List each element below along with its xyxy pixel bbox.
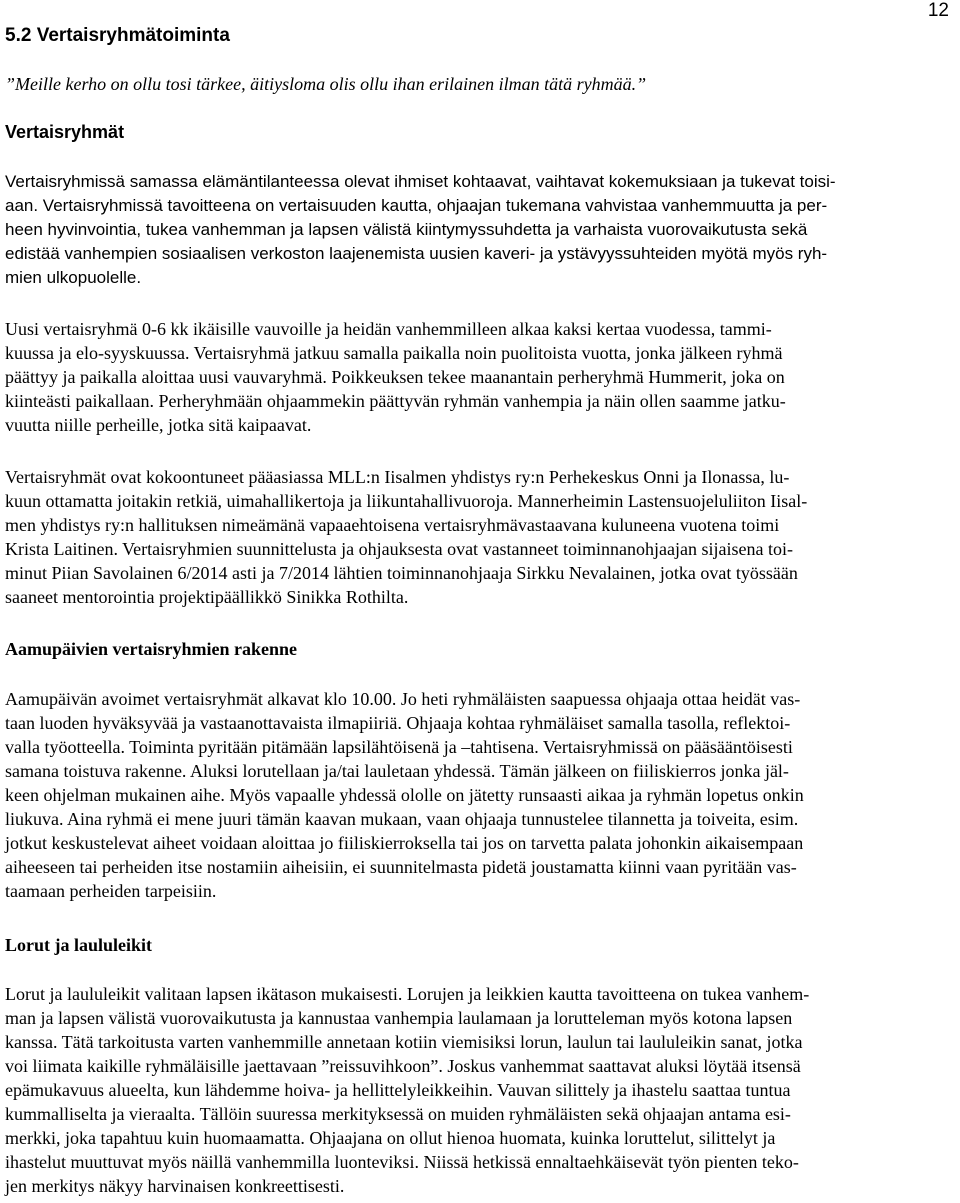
paragraph-line: heen hyvinvointia, tukea vanhemman ja lapsen välistä kiintymyssuhdetta ja varhaista vuorovaikutusta sekä bbox=[5, 220, 808, 239]
paragraph-line: Lorut ja laululeikit valitaan lapsen ikätason mukaisesti. Lorujen ja leikkien kautta tavoitteena on tukea vanhem- bbox=[5, 984, 810, 1004]
paragraph-line: men yhdistys ry:n hallituksen nimeämänä vapaaehtoisena vertaisryhmävastaavana kuluneena vuotena toimi bbox=[5, 515, 780, 535]
paragraph-uusi-vertaisryhma bbox=[5, 317, 949, 437]
paragraph-line: Vertaisryhmissä samassa elämäntilanteessa olevat ihmiset kohtaavat, vaihtavat kokemuksiaan ja tukevat toisi- bbox=[5, 172, 836, 191]
paragraph-line: merkki, joka tapahtuu kuin huomaamatta. Ohjaajana on ollut hienoa huomata, kuinka loruttelut, silittelyt ja bbox=[5, 1128, 776, 1148]
paragraph-line: mien ulkopuolelle. bbox=[5, 268, 142, 287]
paragraph-line: Vertaisryhmät ovat kokoontuneet pääasiassa MLL:n Iisalmen yhdistys ry:n Perhekeskus Onni ja Ilonassa, lu- bbox=[5, 467, 790, 487]
paragraph-lorut-ja-laululeikit bbox=[5, 982, 949, 1198]
heading-aamupaivien-rakenne: Aamupäivien vertaisryhmien rakenne bbox=[5, 639, 297, 659]
paragraph-line: liukuva. Aina ryhmä ei mene juuri tämän kaavan mukaan, vaan ohjaaja tunnustelee tilannetta ja toiveita, esim. bbox=[5, 809, 799, 829]
section-title: 5.2 Vertaisryhmätoiminta bbox=[5, 25, 230, 46]
paragraph-line: päättyy ja paikalla aloittaa uusi vauvaryhmä. Poikkeuksen tekee maanantain perheryhmä Hummerit, joka on bbox=[5, 367, 785, 387]
paragraph-line: Krista Laitinen. Vertaisryhmien suunnittelusta ja ohjauksesta ovat vastanneet toiminnanohjaajan sijaisena toi- bbox=[5, 539, 793, 559]
paragraph-line: kanssa. Tätä tarkoitusta varten vanhemmille annetaan kotiin viemisiksi lorun, laulun tai laululeikin sanat, jotka bbox=[5, 1032, 803, 1052]
paragraph-line: minut Piian Savolainen 6/2014 asti ja 7/2014 lähtien toiminnanohjaaja Sirkku Nevalainen, jotka ovat työssään bbox=[5, 563, 798, 583]
paragraph-line: kiinteästi paikallaan. Perheryhmään ohjaammekin päättyvän ryhmän vanhempia ja näin ollen saamme jatku- bbox=[5, 391, 786, 411]
paragraph-line: voi liimata kaikille ryhmäläisille jaettavaan ”reissuvihkoon”. Joskus vanhemmat saattavat aluksi löytää itsensä bbox=[5, 1056, 801, 1076]
paragraph-line: man ja lapsen välistä vuorovaikutusta ja kannustaa vanhempia laulamaan ja lorutteleman myös kotona lapsen bbox=[5, 1008, 793, 1028]
paragraph-line: Uusi vertaisryhmä 0-6 kk ikäisille vauvoille ja heidän vanhemmilleen alkaa kaksi kertaa vuodessa, tammi- bbox=[5, 319, 772, 339]
paragraph-line: taan luoden hyväksyvää ja vastaanottavaista ilmapiiriä. Ohjaaja kohtaa ryhmäläiset samalla tasolla, reflektoi- bbox=[5, 713, 791, 733]
paragraph-line: kuun ottamatta joitakin retkiä, uimahallikertoja ja liikuntahallivuoroja. Mannerheimin Lastensuojeluliiton Iisal- bbox=[5, 491, 808, 511]
paragraph-line: epämukavuus alueelta, kun lähdemme hoiva- ja hellittelyleikkeihin. Vauvan silittely ja ihastelu saattaa tuntua bbox=[5, 1080, 791, 1100]
paragraph-line: Aamupäivän avoimet vertaisryhmät alkavat klo 10.00. Jo heti ryhmäläisten saapuessa ohjaaja ottaa heidät vas- bbox=[5, 689, 801, 709]
paragraph-line: saaneet mentorointia projektipäällikkö Sinikka Rothilta. bbox=[5, 587, 409, 607]
heading-lorut-ja-laululeikit: Lorut ja laululeikit bbox=[5, 935, 153, 955]
paragraph-line: kummalliselta ja vieraalta. Tällöin suuressa merkityksessä on muiden ryhmäläisten sekä ohjaajan antama esi- bbox=[5, 1104, 791, 1124]
intro-quote: ”Meille kerho on ollu tosi tärkee, äitiysloma olis ollu ihan erilainen ilman tätä ryhmää.” bbox=[5, 74, 647, 94]
paragraph-line: aiheeseen tai perheiden itse nostamiin aiheisiin, ei suunnitelmasta pidetä joustamatta kiinni vaan pyritään vas- bbox=[5, 857, 797, 877]
paragraph-line: valla työotteella. Toiminta pyritään pitämään lapsilähtöisenä ja –tahtisena. Vertaisryhmissä on pääsääntöisesti bbox=[5, 737, 793, 757]
paragraph-line: taamaan perheiden tarpeisiin. bbox=[5, 881, 217, 901]
paragraph-line: kuussa ja elo-syyskuussa. Vertaisryhmä jatkuu samalla paikalla noin puolitoista vuotta, jonka jälkeen ryhmä bbox=[5, 343, 783, 363]
page-number: 12 bbox=[927, 0, 949, 21]
paragraph-line: edistää vanhempien sosiaalisen verkoston laajenemista uusien kaveri- ja ystävyyssuhteiden myötä myös ryh- bbox=[5, 244, 828, 263]
paragraph-line: jotkut keskustelevat aiheet voidaan aloittaa jo fiiliskierroksella tai jos on tarvetta palata johonkin aikaisempaan bbox=[5, 833, 804, 853]
paragraph-line: aan. Vertaisryhmissä tavoitteena on vertaisuuden kautta, ohjaajan tukemana vahvistaa vanhemmuutta ja per- bbox=[5, 196, 828, 215]
paragraph-line: keen ohjelman mukainen aihe. Myös vapaalle yhdessä ololle on jätetty runsaasti aikaa ja ryhmän lopetus onkin bbox=[5, 785, 804, 805]
paragraph-line: ihastelut muuttuvat myös näillä vanhemmilla luonteviksi. Niissä hetkissä ennaltaehkäisevät työn pienten teko- bbox=[5, 1152, 799, 1172]
paragraph-line: vuutta niille perheille, jotka sitä kaipaavat. bbox=[5, 415, 312, 435]
paragraph-aamupaivien-rakenne bbox=[5, 687, 949, 903]
paragraph-line: jen merkitys näkyy harvinaisen konkreettisesti. bbox=[5, 1176, 345, 1196]
paragraph-vertaisryhmat bbox=[5, 170, 949, 290]
paragraph-line: samana toistuva rakenne. Aluksi lorutellaan ja/tai lauletaan yhdessä. Tämän jälkeen on fiiliskierros jonka jäl- bbox=[5, 761, 789, 781]
paragraph-kokoontuneet bbox=[5, 465, 949, 609]
heading-vertaisryhmat: Vertaisryhmät bbox=[5, 122, 125, 142]
